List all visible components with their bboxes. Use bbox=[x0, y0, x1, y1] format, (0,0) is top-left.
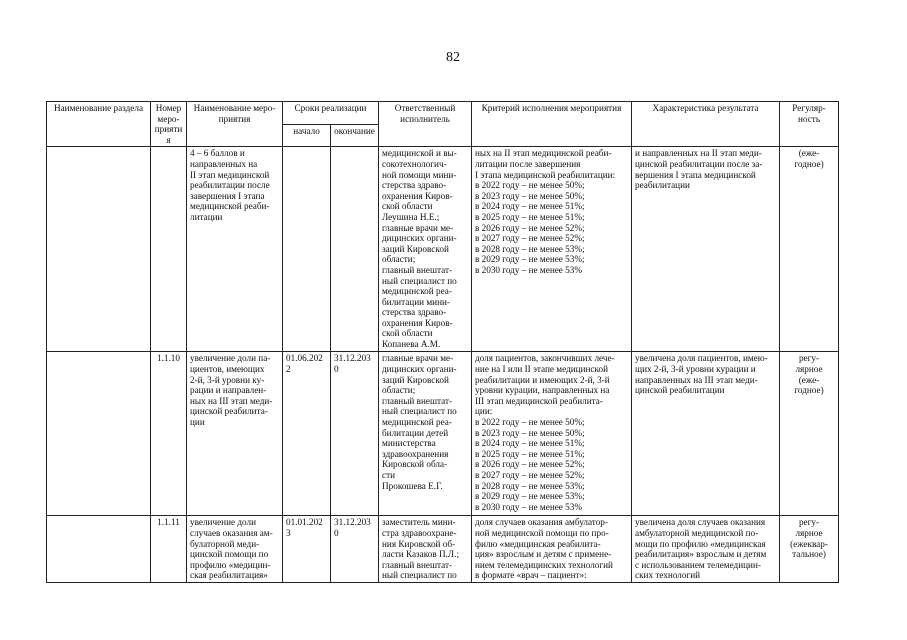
result-cell: увеличена доля случаев оказания амбулаторной медицинской по- мощи по профилю «медицинская реабилитация» взрослым и детям с использованием телемедицин- ских технологий bbox=[632, 516, 780, 583]
result-cell: увеличена доля пациентов, имею- щих 2-й, 3-й уровни курации и направленных на III этап меди- цинской реабилитации bbox=[632, 352, 780, 516]
number-cell: 1.1.11 bbox=[151, 516, 187, 583]
section-cell bbox=[47, 352, 151, 516]
start-cell bbox=[283, 147, 331, 352]
table-row bbox=[47, 516, 839, 583]
regularity-cell: регу- лярное (ежеквар- тальное) bbox=[780, 516, 839, 583]
result-cell: и направленных на II этап меди- цинской реабилитации после за- вершения I этапа медицинской реабилитации bbox=[632, 147, 780, 352]
section-cell bbox=[47, 516, 151, 583]
end-cell: 31.12.2030 bbox=[331, 352, 379, 516]
criterion-cell: доля случаев оказания амбулатор- ной медицинской помощи по про- филю «медицинская реабилита- ция» взрослым и детям с примене- нием телемедицинских технологий в формате «врач – пациент»: bbox=[472, 516, 632, 583]
start-cell: 01.06.2022 bbox=[283, 352, 331, 516]
start-cell: 01.01.2023 bbox=[283, 516, 331, 583]
responsible-cell: заместитель мини- стра здравоохране- ния Кировской об- ласти Казаков П.Л.; главный внештат- ный специалист по bbox=[379, 516, 472, 583]
header-start: начало bbox=[283, 124, 331, 147]
criterion-cell: ных на II этап медицинской реаби- литации после завершения I этапа медицинской реабилитации: в 2022 году – не менее 50%; в 2023 году – не менее 50%; в 2024 году – не менее 51%; в 2025 году – не менее 51%; в 2026 году – не менее 52%; в 2027 году – не менее 52%; в 2028 году – не менее 53%; в 2029 году – не менее 53%; в 2030 году – не менее 53% bbox=[472, 147, 632, 352]
header-responsible: Ответственный исполнитель bbox=[379, 102, 472, 147]
header-result: Характеристика результата bbox=[632, 102, 780, 147]
responsible-cell: главные врачи ме- дицинских органи- заций Кировской области; главный внештат- ный специалист по медицинской реа- билитации детей министерства здравоохранения Кировской обла- сти Прокошева Е.Г. bbox=[379, 352, 472, 516]
responsible-cell: медицинской и вы- сокотехнологич- ной помощи мини- стерства здраво- охранения Киров- ской области Леушина Н.Е.; главные врачи ме- дицинских органи- заций Кировской области; главный внештат- ный специалист по медицинской реа- билитации мини- стерства здраво- охранения Киров- ской области Копанева А.М. bbox=[379, 147, 472, 352]
table-row bbox=[47, 147, 839, 352]
number-cell: 1.1.10 bbox=[151, 352, 187, 516]
table-row bbox=[47, 352, 839, 516]
header-end: окончание bbox=[331, 124, 379, 147]
header-event-number: Номер меро- приятия bbox=[151, 102, 187, 147]
end-cell: 31.12.2030 bbox=[331, 516, 379, 583]
header-regularity: Регуляр- ность bbox=[780, 102, 839, 147]
end-cell bbox=[331, 147, 379, 352]
section-cell bbox=[47, 147, 151, 352]
event-name-cell: 4 – 6 баллов и направленных на II этап медицинской реабилитации после завершения I этапа медицинской реаби- литации bbox=[187, 147, 283, 352]
header-section-name: Наименование раздела bbox=[47, 102, 151, 147]
event-name-cell: увеличение доли случаев оказания ам- булаторной меди- цинской помощи по профилю «медицин- ская реабилитация» bbox=[187, 516, 283, 583]
regularity-cell: регу- лярное (еже- годное) bbox=[780, 352, 839, 516]
page-number: 82 bbox=[446, 50, 460, 65]
criterion-cell: доля пациентов, закончивших лече- ние на I или II этапе медицинской реабилитации и имеющих 2-й, 3-й уровни курации, направленных на III этап медицинской реабилита- ции: в 2022 году – не менее 50%; в 2023 году – не менее 50%; в 2024 году – не менее 51%; в 2025 году – не менее 51%; в 2026 году – не менее 52%; в 2027 году – не менее 52%; в 2028 году – не менее 53%; в 2029 году – не менее 53%; в 2030 году – не менее 53% bbox=[472, 352, 632, 516]
regularity-cell: (еже- годное) bbox=[780, 147, 839, 352]
header-criterion: Критерий исполнения мероприятия bbox=[472, 102, 632, 147]
measures-table bbox=[46, 101, 839, 583]
header-event-name: Наименование меро- приятия bbox=[187, 102, 283, 147]
header-dates: Сроки реализации bbox=[283, 102, 379, 125]
number-cell bbox=[151, 147, 187, 352]
event-name-cell: увеличение доли па- циентов, имеющих 2-й, 3-й уровни ку- рации и направлен- ных на III этап меди- цинской реабилита- ции bbox=[187, 352, 283, 516]
